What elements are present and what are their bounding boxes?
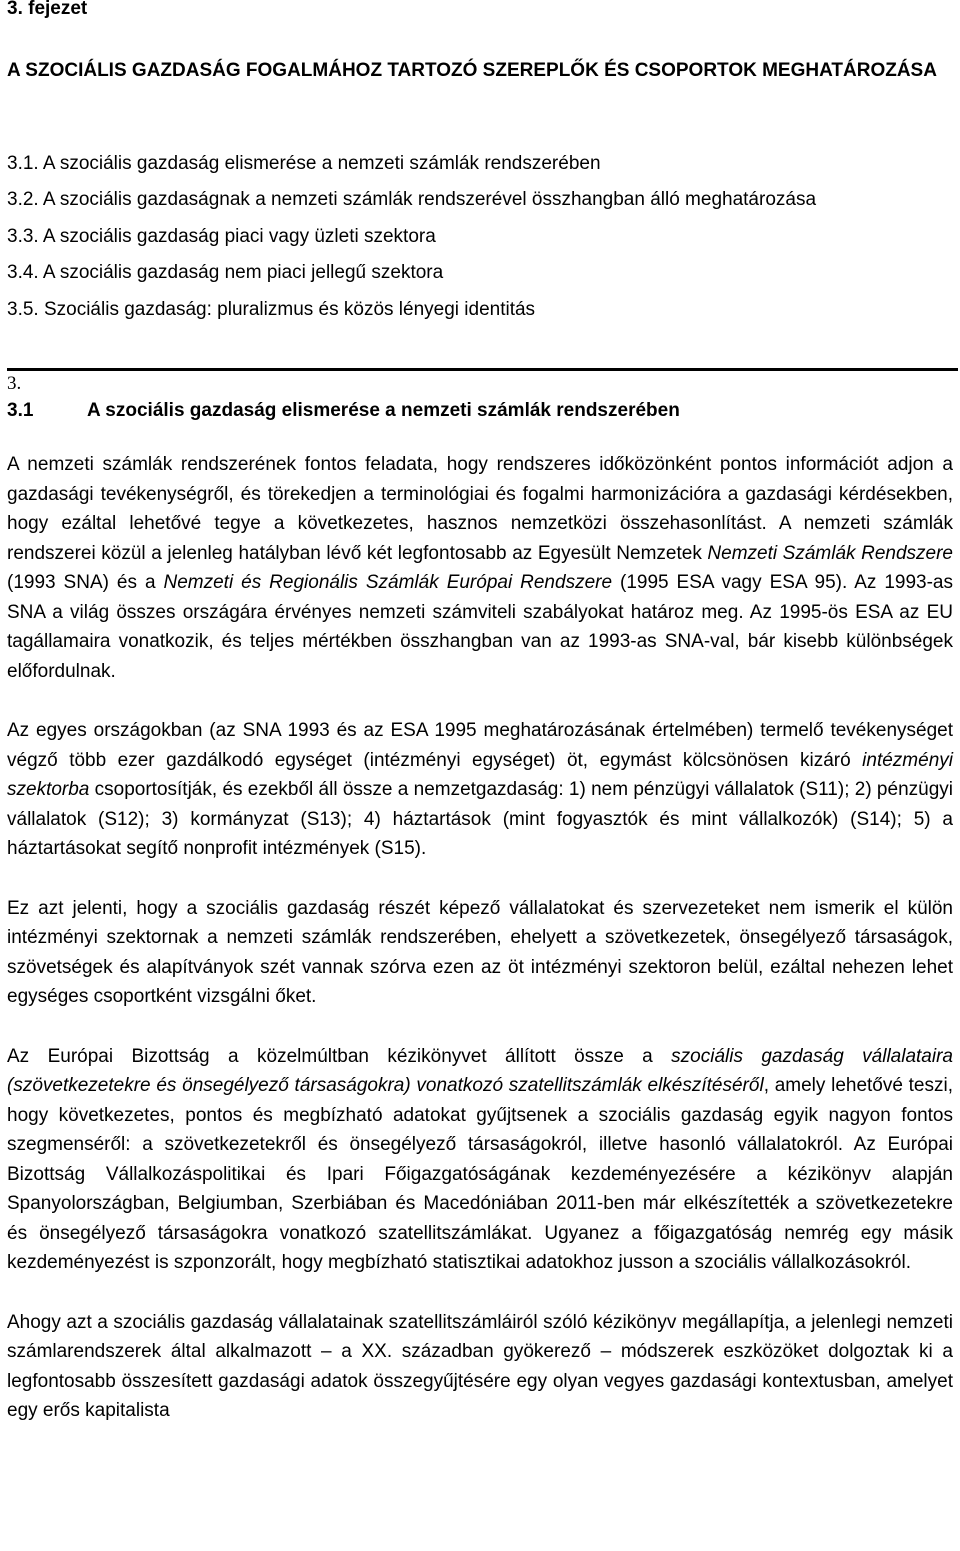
italic-run: Nemzeti Számlák Rendszere [707, 542, 953, 564]
paragraph [7, 1308, 953, 1426]
text-run: A nemzeti számlák rendszerének fontos feladata, hogy rendszeres időközönként pontos információt adjon a gazdasági tevékenységről, és törekedjen a terminológiai és fogalmi harmonizációra a gazdasági kérdésekben, hogy ezáltal lehetővé tegye a következetes, hasznos nemzetközi összehasonlítást. A nemzeti számlák rendszerei közül a jelenleg hatályban lévő két legfontosabb az Egyesült Nemzetek [7, 454, 953, 564]
table-of-contents [7, 146, 953, 328]
text-run: Az Európai Bizottság a közelmúltban kézikönyvet állított össze a [7, 1045, 672, 1067]
text-run: (1993 SNA) és a [7, 572, 164, 593]
text-run: csoportosítják, és ezekből áll össze a nemzetgazdaság: 1) nem pénzügyi vállalatok (S11); 2) pénzügyi vállalatok (S12); 3) kormányzat (S13); 4) háztartások (mint fogyasztók és mint vállalkozók) (S14); 5) a háztartásokat segítő nonprofit intézmények (S15). [7, 779, 953, 859]
horizontal-rule [7, 368, 958, 371]
toc-item: 3.2. A szociális gazdaságnak a nemzeti számlák rendszerével összhangban álló meghatározása [7, 189, 817, 211]
section-heading [7, 399, 953, 423]
stray-section-number: 3. [7, 373, 22, 394]
paragraph [7, 1042, 953, 1278]
text-run: Az egyes országokban (az SNA 1993 és az ESA 1995 meghatározásának értelmében) termelő tevékenységet végző több ezer gazdálkodó egységet (intézményi egységet) öt, egymást kölcsönösen kizáró [7, 720, 953, 771]
text-run: , amely lehetővé teszi, hogy következetes, pontos és megbízható adatokat gyűjtsenek a szociális gazdaság egyik nagyon fontos szegmenséről: a szövetkezetekről és önsegélyező társaságokról, illetve hasonló vállalatokról. Az Európai Bizottság Vállalkozáspolitikai és Ipari Főigazgatóságának kezdeményezésére a kézikönyv alapján Spanyolországban, Belgiumban, Szerbiában és Macedóniában 2011-ben már elkészítették a szövetkezetekre és önsegélyező társaságokra vonatkozó szatellitszámlákat. Ugyanez a főigazgatóság nemrég egy másik kezdeményezést is szponzorált, hogy megbízható statisztikai adatokhoz jusson a szociális vállalkozásokról. [7, 1075, 953, 1273]
text-run: (1995 ESA vagy ESA 95). Az 1993-as SNA a világ összes országára érvényes nemzeti számviteli szabályokat határoz meg. Az 1995-ös ESA az EU tagállamaira vonatkozik, és teljes mértékben összhangban van az 1993-as SNA-val, bár kisebb különbségek előfordulnak. [7, 572, 953, 682]
italic-run: szociális gazdaság vállalataira (szövetkezetekre és önsegélyező társaságokra) vonatkozó szatellitszámlák elkészítéséről [7, 1045, 953, 1096]
toc-item: 3.3. A szociális gazdaság piaci vagy üzleti szektora [7, 225, 436, 247]
text-run: Ahogy azt a szociális gazdaság vállalatainak szatellitszámláiról szóló kézikönyv megállapítja, a jelenlegi nemzeti számlarendszerek által alkalmazott – a XX. században gyökerező – módszerek eszközöket dolgoztak ki a legfontosabb összesített gazdasági adatok összegyűjtésére egy olyan vegyes gazdasági kontextusban, amelyet egy erős kapitalista [7, 1311, 953, 1421]
section-number: 3.1 [7, 400, 34, 421]
paragraph [7, 450, 953, 686]
paragraph [7, 894, 953, 1012]
italic-run: Nemzeti és Regionális Számlák Európai Rendszere [163, 572, 613, 593]
toc-item: 3.4. A szociális gazdaság nem piaci jellegű szektora [7, 262, 444, 284]
toc-item: 3.1. A szociális gazdaság elismerése a nemzeti számlák rendszerében [7, 153, 601, 174]
body-text [7, 450, 953, 1426]
chapter-label: 3. fejezet [7, 0, 88, 19]
toc-item: 3.5. Szociális gazdaság: pluralizmus és közös lényegi identitás [7, 298, 536, 320]
section-title: A szociális gazdaság elismerése a nemzeti számlák rendszerében [87, 400, 680, 421]
text-run: Ez azt jelenti, hogy a szociális gazdaság részét képező vállalatokat és szervezeteket nem ismerik el külön intézményi szektornak a nemzeti számlák rendszerében, ehelyett a szövetkezetek, önsegélyező társaságok, szövetségek és alapítványok szét vannak szórva ezen az öt intézményi szektoron belül, ezáltal nehezen lehet egységes csoportként vizsgálni őket. [7, 897, 953, 1007]
italic-run: intézményi szektorba [7, 749, 953, 800]
chapter-title: A SZOCIÁLIS GAZDASÁG FOGALMÁHOZ TARTOZÓ SZEREPLŐK ÉS CSOPORTOK MEGHATÁROZÁSA [7, 60, 937, 81]
paragraph [7, 716, 953, 864]
